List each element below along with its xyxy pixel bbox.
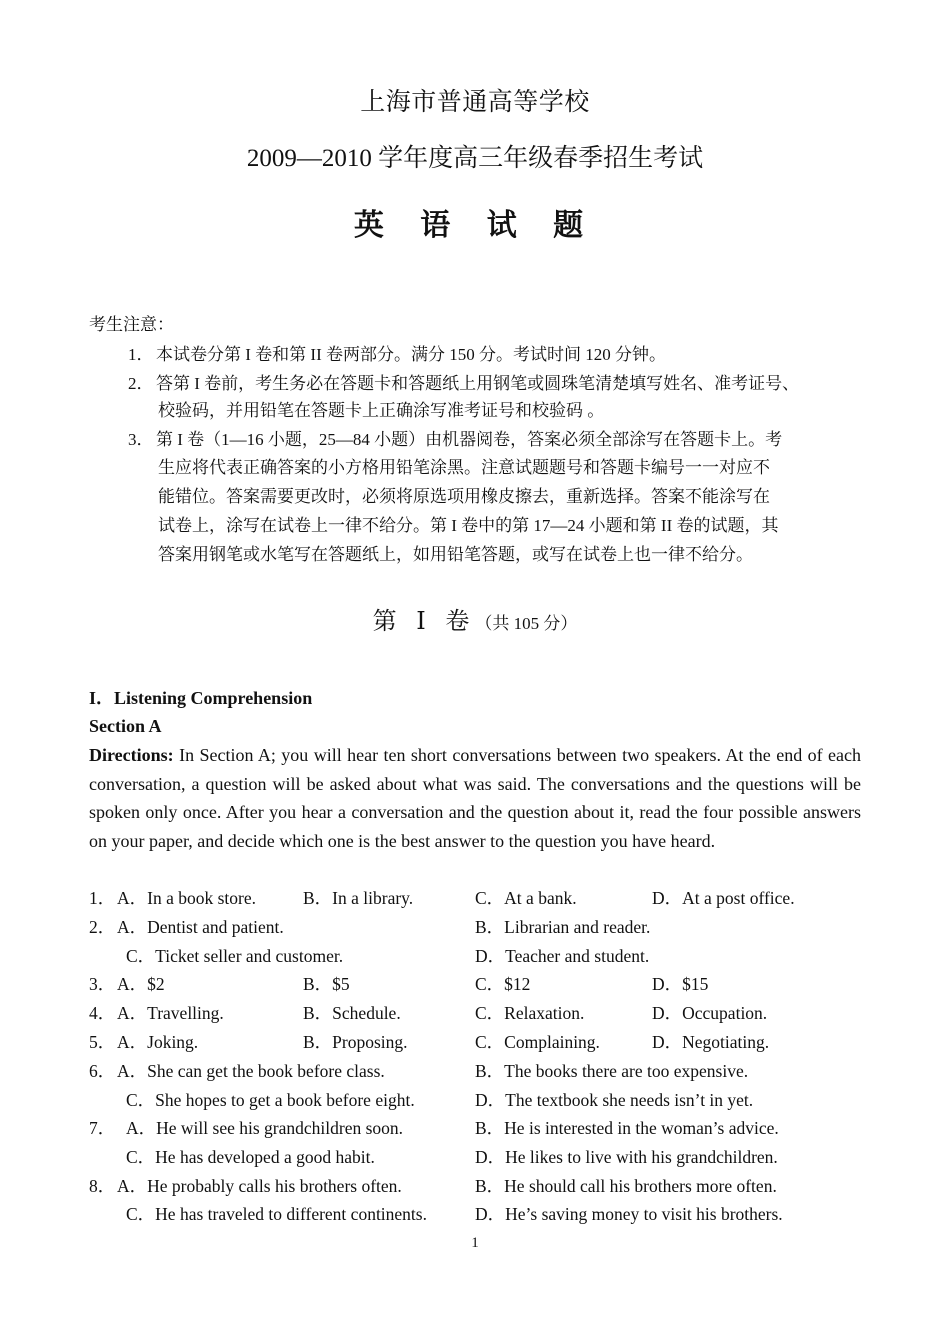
option-b: B．Librarian and reader. [475,917,651,937]
option-c: C．He has developed a good habit. [126,1147,375,1167]
question-number: 2． [89,917,116,937]
notice-item-3-cont: 答案用钢笔或水笔写在答题纸上，如用铅笔答题，或写在试卷上也一律不给分。 [158,545,753,564]
question-number: 1． [89,888,116,908]
option-a: A．Joking. [117,1032,199,1052]
question-number: 6． [89,1061,116,1081]
option-c: C．Complaining. [475,1032,600,1052]
notice-item-text: 答第 I 卷前，考生务必在答题卡和答题纸上用钢笔或圆珠笔清楚填写姓名、准考证号、 [156,374,800,393]
option-c: C．He has traveled to different continents. [126,1204,427,1224]
option-a: A．Dentist and patient. [117,917,284,937]
directions-label: Directions: [89,745,174,765]
part-title-main: 第 I 卷 [372,607,476,635]
option-d: D．The textbook she needs isn’t in yet. [475,1090,754,1110]
section-heading: I．Listening Comprehension [89,688,313,708]
notice-heading: 考生注意： [89,315,174,334]
question-6-cont [89,1086,879,1115]
notice-item-2 [128,369,863,398]
option-a: A．She can get the book before class. [117,1061,385,1081]
notice-item-1 [128,340,863,369]
page-number: 1 [471,1235,479,1251]
option-b: B．Schedule. [303,1003,401,1023]
part-title-sub: （共 105 分） [475,614,578,633]
option-c: C．Relaxation. [475,1003,585,1023]
question-number: 8． [89,1176,116,1196]
notice-item-3 [128,425,863,454]
question-8 [89,1172,879,1201]
question-number: 4． [89,1003,116,1023]
option-d: D．Teacher and student. [475,946,650,966]
option-c: C．She hopes to get a book before eight. [126,1090,415,1110]
option-a: A．Travelling. [117,1003,224,1023]
option-c: C．$12 [475,974,531,994]
notice-item-3-cont: 试卷上，涂写在试卷上一律不给分。第 I 卷中的第 17—24 小题和第 II 卷的试题，其 [158,516,779,535]
option-a: A．$2 [117,974,165,994]
option-c: C．At a bank. [475,888,577,908]
notice-item-3-cont: 生应将代表正确答案的小方格用铅笔涂黑。注意试题题号和答题卡编号一一对应不 [158,458,770,477]
question-8-cont [89,1200,879,1229]
option-a: A．He will see his grandchildren soon. [126,1118,404,1138]
notice-item-number: 1． [128,345,154,364]
notice-item-2-cont: 校验码，并用铅笔在答题卡上正确涂写准考证号和校验码 。 [158,401,605,420]
option-c: C．Ticket seller and customer. [126,946,344,966]
question-1 [89,884,879,913]
option-d: D．He likes to live with his grandchildren. [475,1147,778,1167]
question-2-cont [89,942,879,971]
question-4 [89,999,879,1028]
section-subheading: Section A [89,716,162,736]
notice-item-number: 3． [128,430,154,449]
question-3 [89,970,879,999]
option-d: D．At a post office. [652,888,795,908]
question-5 [89,1028,879,1057]
school-title: 上海市普通高等学校 [360,89,590,116]
option-b: B．Proposing. [303,1032,408,1052]
option-a: A．He probably calls his brothers often. [117,1176,402,1196]
notice-item-text: 第 I 卷（1—16 小题，25—84 小题）由机器阅卷，答案必须全部涂写在答题卡上。考 [156,430,783,449]
notice-item-text: 本试卷分第 I 卷和第 II 卷两部分。满分 150 分。考试时间 120 分钟。 [156,345,666,364]
option-b: B．In a library. [303,888,414,908]
notice-item-number: 2． [128,374,154,393]
option-d: D．$15 [652,974,709,994]
option-a: A．In a book store. [117,888,257,908]
option-b: B．The books there are too expensive. [475,1061,749,1081]
question-number: 3． [89,974,116,994]
option-d: D．Occupation. [652,1003,768,1023]
subject-title: 英 语 试 题 [353,208,597,243]
question-2 [89,913,879,942]
directions [89,741,861,856]
question-7 [89,1114,879,1143]
directions-text: In Section A; you will hear ten short conversations between two speakers. At the end of each conversation, a question will be asked about what was said. The conversations and the questions will be spoken only once. After you hear a conversation and the question about it, read the four possible answers on your paper, and decide which one is the best answer to the question you have heard. [89,745,861,852]
notice-item-3-cont: 能错位。答案需要更改时，必须将原选项用橡皮擦去，重新选择。答案不能涂写在 [158,487,770,506]
option-d: D．Negotiating. [652,1032,770,1052]
question-6 [89,1057,879,1086]
exam-title: 2009—2010 学年度高三年级春季招生考试 [246,145,704,172]
question-number: 7． [89,1118,116,1138]
option-b: B．He is interested in the woman’s advice. [475,1118,779,1138]
question-number: 5． [89,1032,116,1052]
option-b: B．$5 [303,974,350,994]
option-d: D．He’s saving money to visit his brothers. [475,1204,783,1224]
option-b: B．He should call his brothers more often. [475,1176,777,1196]
part-title [0,604,950,641]
question-7-cont [89,1143,879,1172]
